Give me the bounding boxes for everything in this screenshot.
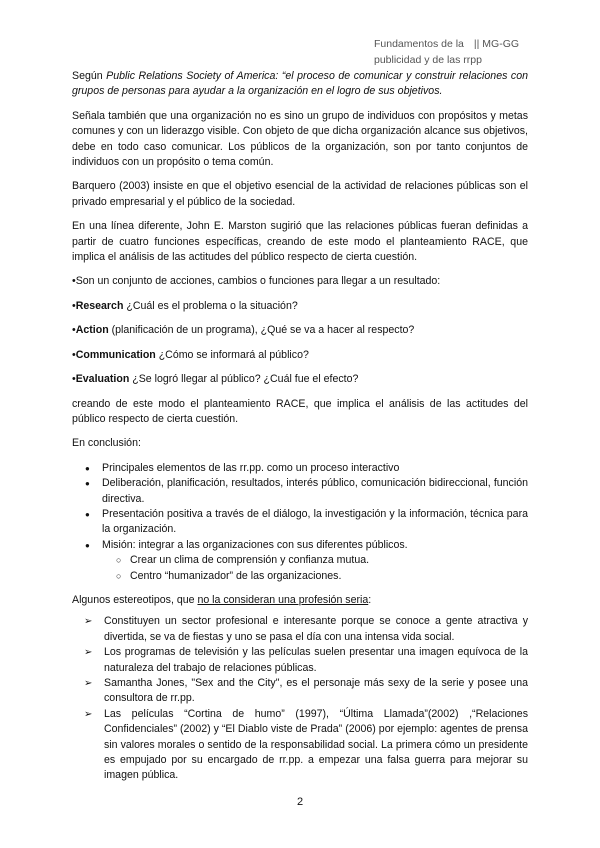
list-item: ➢ Los programas de televisión y las películas suelen presentar una imagen equívoca de la naturaleza del trabajo de relaciones públicas. xyxy=(104,645,528,676)
header-line-1 xyxy=(374,36,519,52)
paragraph-definition xyxy=(72,69,528,100)
list-item: ➢ Samantha Jones, "Sex and the City", es el personaje más sexy de la serie y posee una consultora de rr.pp. xyxy=(104,676,528,707)
sub-list xyxy=(102,553,528,584)
underlined-text: no la consideran una profesión seria xyxy=(197,593,369,606)
race-term: Action xyxy=(75,324,109,337)
bullet: • xyxy=(72,348,76,361)
race-communication xyxy=(72,348,528,363)
stereotypes-list xyxy=(72,614,528,783)
sub-list-item: ○ Centro “humanizador” de las organizaciones. xyxy=(130,569,528,584)
list-item: ➢ Constituyen un sector profesional e interesante porque se conoce a gente atractiva y divertida, se va de fiestas y uno se pasa el día con una intensa vida social. xyxy=(104,614,528,645)
race-term: Evaluation xyxy=(75,373,130,386)
race-text: (planificación de un programa), ¿Qué se va a hacer al respecto? xyxy=(108,324,415,337)
definition-quote: : “el proceso de comunicar y construir relaciones con grupos de personas para ayudar a la organización en el logro de sus objetivos. xyxy=(72,70,529,98)
race-text: ¿Cuál es el problema o la situación? xyxy=(123,299,298,312)
paragraph-conclusion-heading: En conclusión: xyxy=(72,437,141,450)
paragraph-stereotypes-intro xyxy=(72,593,528,608)
race-term: Research xyxy=(75,299,124,312)
document-body xyxy=(72,69,528,784)
list-item: ● Presentación positiva a través de el diálogo, la investigación y la información, técnica para la organización. xyxy=(102,507,528,538)
bullet: • xyxy=(72,299,76,312)
page-number: 2 xyxy=(296,796,304,808)
race-term: Communication xyxy=(75,348,156,361)
organization-name: Public Relations Society of America xyxy=(106,70,276,82)
list-item: ● Deliberación, planificación, resultados, interés público, comunicación bidireccional, función directiva. xyxy=(102,476,528,507)
text: Algunos estereotipos, que xyxy=(72,593,198,606)
bullet: • xyxy=(72,373,76,386)
page-header xyxy=(374,36,519,68)
list-item: ● Principales elementos de las rr.pp. como un proceso interactivo xyxy=(102,461,528,476)
paragraph-race-summary: creando de este modo el planteamiento RACE, que implica el análisis de las actitudes del público respecto de cierta cuestión. xyxy=(72,397,528,425)
list-item xyxy=(102,538,528,584)
list-item-text: Misión: integrar a las organizaciones con sus diferentes públicos. xyxy=(102,538,408,551)
header-title-line-2: publicidad y de las rrpp xyxy=(374,54,482,66)
text: : xyxy=(368,593,372,606)
paragraph-actions: •Son un conjunto de acciones, cambios o funciones para llegar a un resultado: xyxy=(72,275,441,288)
paragraph-barquero: Barquero (2003) insiste en que el objetivo esencial de la actividad de relaciones públicas son el privado empresarial y el público de la sociedad. xyxy=(72,180,528,208)
race-text: ¿Se logró llegar al público? ¿Cuál fue el efecto? xyxy=(129,373,359,386)
race-evaluation xyxy=(72,372,528,387)
paragraph-marston: En una línea diferente, John E. Marston sugirió que las relaciones públicas fueran definidas a partir de cuatro funciones específicas, creando de este modo el planteamiento RACE, que implica el análisis de las actitudes del público respecto de cierta cuestión. xyxy=(72,220,528,264)
conclusion-list xyxy=(72,461,528,584)
paragraph-organization: Señala también que una organización no es sino un grupo de individuos con propósitos y metas comunes y con un liderazgo visible. Con objeto de que dicha organización alcance sus objetivos, debe en todo caso comunicar. Los públicos de la organización, son por tanto conjuntos de individuos con un propósito o tema común. xyxy=(72,109,528,169)
list-item: ➢ Las películas “Cortina de humo” (1997), “Última Llamada”(2002) ,“Relaciones Confidenciales” (2002) y “El Diablo viste de Prada” (2006) por ejemplo: agentes de prensa sin valores morales o sentido de la responsabilidad social. La primera cómo un presidente es empujado por su encargado de rr.pp. a empezar una falsa guerra para mejorar su imagen pública. xyxy=(104,707,528,784)
race-action xyxy=(72,323,528,338)
header-code: || MG-GG xyxy=(473,38,520,50)
race-text: ¿Cómo se informará al público? xyxy=(155,348,309,361)
text: Según xyxy=(72,70,107,82)
bullet: • xyxy=(72,324,76,337)
race-research xyxy=(72,299,528,314)
sub-list-item: ○ Crear un clima de comprensión y confianza mutua. xyxy=(130,553,528,568)
header-title-line-1: Fundamentos de la xyxy=(374,38,464,50)
